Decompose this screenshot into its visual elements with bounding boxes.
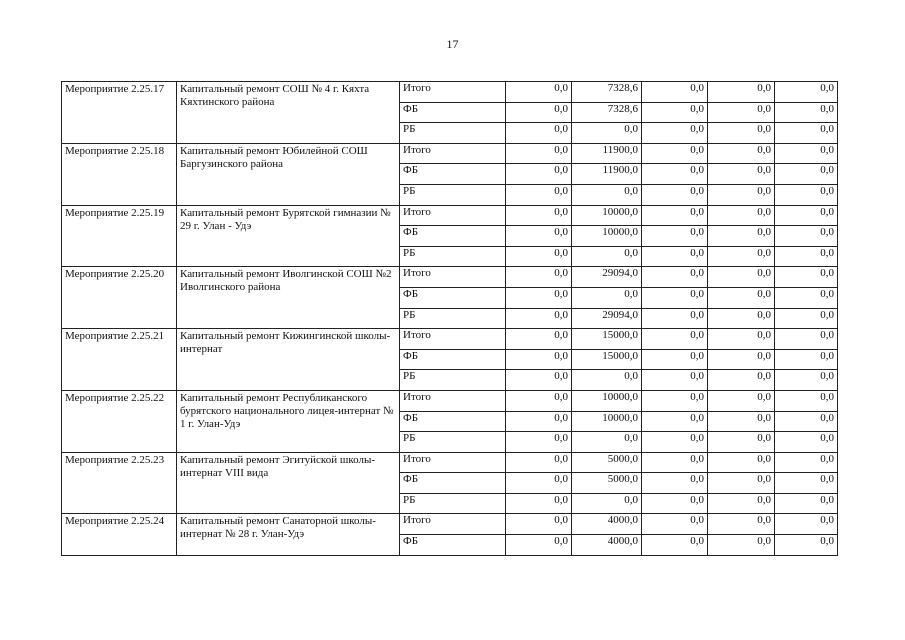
amount-cell: 0,0 — [642, 535, 708, 556]
amount-cell: 5000,0 — [572, 452, 642, 473]
amount-cell: 0,0 — [708, 411, 775, 432]
funding-source: ФБ — [400, 535, 506, 556]
amount-cell: 0,0 — [642, 370, 708, 391]
funding-source: Итого — [400, 82, 506, 103]
amount-cell: 0,0 — [506, 370, 572, 391]
activity-label: Мероприятие 2.25.24 — [65, 515, 165, 528]
amount-cell: 0,0 — [506, 143, 572, 164]
amount-cell: 0,0 — [708, 184, 775, 205]
amount-cell: 0,0 — [775, 514, 838, 535]
amount-cell: 0,0 — [572, 287, 642, 308]
amount-cell: 0,0 — [642, 184, 708, 205]
amount-cell: 0,0 — [506, 514, 572, 535]
amount-cell: 0,0 — [708, 452, 775, 473]
amount-cell: 0,0 — [708, 226, 775, 247]
activity-name-cell — [177, 329, 400, 391]
funding-source: Итого — [400, 143, 506, 164]
activity-cell — [62, 267, 177, 329]
amount-cell: 0,0 — [642, 308, 708, 329]
activity-label: Мероприятие 2.25.21 — [65, 330, 165, 343]
amount-cell: 0,0 — [572, 123, 642, 144]
amount-cell: 0,0 — [506, 535, 572, 556]
amount-cell: 0,0 — [642, 514, 708, 535]
activity-name: Капитальный ремонт Кижингинской школы-интернат — [180, 330, 391, 356]
amount-cell: 0,0 — [506, 123, 572, 144]
activity-cell — [62, 452, 177, 514]
amount-cell: 0,0 — [506, 452, 572, 473]
amount-cell: 0,0 — [642, 246, 708, 267]
funding-source: ФБ — [400, 411, 506, 432]
amount-cell: 0,0 — [775, 432, 838, 453]
amount-cell: 0,0 — [506, 184, 572, 205]
amount-cell: 0,0 — [775, 82, 838, 103]
funding-source: Итого — [400, 390, 506, 411]
amount-cell: 0,0 — [642, 411, 708, 432]
amount-cell: 15000,0 — [572, 329, 642, 350]
amount-cell: 0,0 — [775, 473, 838, 494]
amount-cell: 0,0 — [775, 184, 838, 205]
amount-cell: 0,0 — [642, 123, 708, 144]
amount-cell: 0,0 — [775, 267, 838, 288]
amount-cell: 0,0 — [775, 390, 838, 411]
amount-cell: 0,0 — [775, 164, 838, 185]
activity-name: Капитальный ремонт Республиканского бурятского национального лицея-интернат № 1 г. Улан-Удэ — [180, 391, 394, 430]
amount-cell: 0,0 — [506, 493, 572, 514]
activity-cell — [62, 329, 177, 391]
activity-name-cell — [177, 143, 400, 205]
activity-cell — [62, 82, 177, 144]
activity-cell — [62, 143, 177, 205]
amount-cell: 0,0 — [642, 143, 708, 164]
amount-cell: 0,0 — [506, 390, 572, 411]
funding-source: РБ — [400, 370, 506, 391]
amount-cell: 0,0 — [708, 267, 775, 288]
activity-name: Капитальный ремонт Эгитуйской школы-интернат VIII вида — [180, 453, 375, 479]
activity-name: Капитальный ремонт Бурятской гимназии № 29 г. Улан - Удэ — [180, 206, 391, 232]
amount-cell: 7328,6 — [572, 82, 642, 103]
amount-cell: 10000,0 — [572, 205, 642, 226]
amount-cell: 5000,0 — [572, 473, 642, 494]
amount-cell: 0,0 — [572, 493, 642, 514]
amount-cell: 0,0 — [708, 473, 775, 494]
amount-cell: 0,0 — [572, 370, 642, 391]
amount-cell: 0,0 — [708, 390, 775, 411]
amount-cell: 0,0 — [775, 349, 838, 370]
table-row — [62, 514, 838, 535]
activity-name: Капитальный ремонт Юбилейной СОШ Баргузинского района — [180, 144, 368, 170]
amount-cell: 0,0 — [506, 308, 572, 329]
page-number: 17 — [446, 37, 459, 51]
table-row — [62, 267, 838, 288]
activity-name-cell — [177, 452, 400, 514]
funding-source: Итого — [400, 267, 506, 288]
activity-label: Мероприятие 2.25.22 — [65, 391, 165, 404]
amount-cell: 0,0 — [506, 411, 572, 432]
activity-cell — [62, 205, 177, 267]
activity-label: Мероприятие 2.25.23 — [65, 453, 165, 466]
funding-source: РБ — [400, 246, 506, 267]
amount-cell: 0,0 — [775, 535, 838, 556]
funding-source: РБ — [400, 184, 506, 205]
funding-source: ФБ — [400, 349, 506, 370]
amount-cell: 0,0 — [775, 370, 838, 391]
amount-cell: 0,0 — [708, 493, 775, 514]
amount-cell: 0,0 — [708, 514, 775, 535]
activity-name-cell — [177, 205, 400, 267]
amount-cell: 10000,0 — [572, 390, 642, 411]
funding-source: Итого — [400, 452, 506, 473]
amount-cell: 0,0 — [708, 123, 775, 144]
activity-name-cell — [177, 514, 400, 555]
table-row — [62, 205, 838, 226]
activity-name: Капитальный ремонт Санаторной школы-интернат № 28 г. Улан-Удэ — [180, 515, 376, 541]
amount-cell: 0,0 — [775, 143, 838, 164]
activity-label: Мероприятие 2.25.19 — [65, 206, 165, 219]
amount-cell: 15000,0 — [572, 349, 642, 370]
amount-cell: 0,0 — [572, 432, 642, 453]
amount-cell: 0,0 — [572, 246, 642, 267]
funding-source: ФБ — [400, 473, 506, 494]
amount-cell: 0,0 — [708, 143, 775, 164]
amount-cell: 0,0 — [642, 267, 708, 288]
table-body — [62, 82, 838, 556]
amount-cell: 0,0 — [775, 452, 838, 473]
table-row — [62, 143, 838, 164]
activity-cell — [62, 514, 177, 555]
funding-source: РБ — [400, 123, 506, 144]
amount-cell: 0,0 — [775, 308, 838, 329]
amount-cell: 29094,0 — [572, 308, 642, 329]
amount-cell: 0,0 — [775, 287, 838, 308]
amount-cell: 0,0 — [506, 329, 572, 350]
amount-cell: 0,0 — [572, 184, 642, 205]
activity-name-cell — [177, 390, 400, 452]
amount-cell: 0,0 — [708, 370, 775, 391]
amount-cell: 0,0 — [775, 246, 838, 267]
activity-name-cell — [177, 267, 400, 329]
activity-label: Мероприятие 2.25.20 — [65, 268, 165, 281]
funding-source: РБ — [400, 308, 506, 329]
amount-cell: 10000,0 — [572, 226, 642, 247]
amount-cell: 0,0 — [708, 349, 775, 370]
table-row — [62, 452, 838, 473]
amount-cell: 0,0 — [642, 205, 708, 226]
amount-cell: 0,0 — [775, 102, 838, 123]
funding-source: ФБ — [400, 226, 506, 247]
amount-cell: 0,0 — [642, 102, 708, 123]
table-row — [62, 82, 838, 103]
funding-source: РБ — [400, 493, 506, 514]
amount-cell: 0,0 — [506, 205, 572, 226]
funding-source: Итого — [400, 205, 506, 226]
activity-name-cell — [177, 82, 400, 144]
amount-cell: 0,0 — [708, 164, 775, 185]
activity-name: Капитальный ремонт Иволгинской СОШ №2 Иволгинского района — [180, 268, 392, 294]
amount-cell: 0,0 — [642, 452, 708, 473]
amount-cell: 29094,0 — [572, 267, 642, 288]
funding-source: Итого — [400, 329, 506, 350]
funding-source: ФБ — [400, 287, 506, 308]
amount-cell: 0,0 — [775, 493, 838, 514]
amount-cell: 0,0 — [642, 493, 708, 514]
amount-cell: 0,0 — [506, 226, 572, 247]
amount-cell: 0,0 — [506, 473, 572, 494]
amount-cell: 0,0 — [642, 329, 708, 350]
amount-cell: 0,0 — [775, 205, 838, 226]
activity-name: Капитальный ремонт СОШ № 4 г. Кяхта Кяхтинского района — [180, 83, 370, 108]
amount-cell: 0,0 — [708, 308, 775, 329]
table-row — [62, 329, 838, 350]
amount-cell: 0,0 — [506, 82, 572, 103]
amount-cell: 0,0 — [775, 329, 838, 350]
amount-cell: 0,0 — [506, 349, 572, 370]
amount-cell: 11900,0 — [572, 164, 642, 185]
amount-cell: 0,0 — [642, 432, 708, 453]
budget-table — [61, 81, 838, 556]
activity-label: Мероприятие 2.25.18 — [65, 144, 165, 157]
amount-cell: 11900,0 — [572, 143, 642, 164]
amount-cell: 0,0 — [775, 411, 838, 432]
amount-cell: 4000,0 — [572, 535, 642, 556]
amount-cell: 0,0 — [642, 82, 708, 103]
amount-cell: 0,0 — [708, 535, 775, 556]
amount-cell: 4000,0 — [572, 514, 642, 535]
amount-cell: 0,0 — [506, 164, 572, 185]
amount-cell: 0,0 — [642, 164, 708, 185]
amount-cell: 0,0 — [642, 390, 708, 411]
amount-cell: 0,0 — [642, 287, 708, 308]
amount-cell: 0,0 — [708, 82, 775, 103]
amount-cell: 0,0 — [506, 246, 572, 267]
amount-cell: 0,0 — [708, 246, 775, 267]
amount-cell: 0,0 — [506, 102, 572, 123]
amount-cell: 0,0 — [642, 226, 708, 247]
activity-label: Мероприятие 2.25.17 — [65, 83, 165, 95]
amount-cell: 0,0 — [708, 287, 775, 308]
amount-cell: 0,0 — [775, 226, 838, 247]
amount-cell: 0,0 — [708, 102, 775, 123]
activity-cell — [62, 390, 177, 452]
amount-cell: 0,0 — [506, 287, 572, 308]
amount-cell: 0,0 — [708, 205, 775, 226]
funding-source: РБ — [400, 432, 506, 453]
amount-cell: 0,0 — [506, 267, 572, 288]
amount-cell: 0,0 — [506, 432, 572, 453]
amount-cell: 10000,0 — [572, 411, 642, 432]
amount-cell: 0,0 — [708, 329, 775, 350]
funding-source: Итого — [400, 514, 506, 535]
table-row — [62, 390, 838, 411]
amount-cell: 7328,6 — [572, 102, 642, 123]
amount-cell: 0,0 — [708, 432, 775, 453]
amount-cell: 0,0 — [642, 349, 708, 370]
amount-cell: 0,0 — [642, 473, 708, 494]
funding-source: ФБ — [400, 102, 506, 123]
funding-source: ФБ — [400, 164, 506, 185]
amount-cell: 0,0 — [775, 123, 838, 144]
